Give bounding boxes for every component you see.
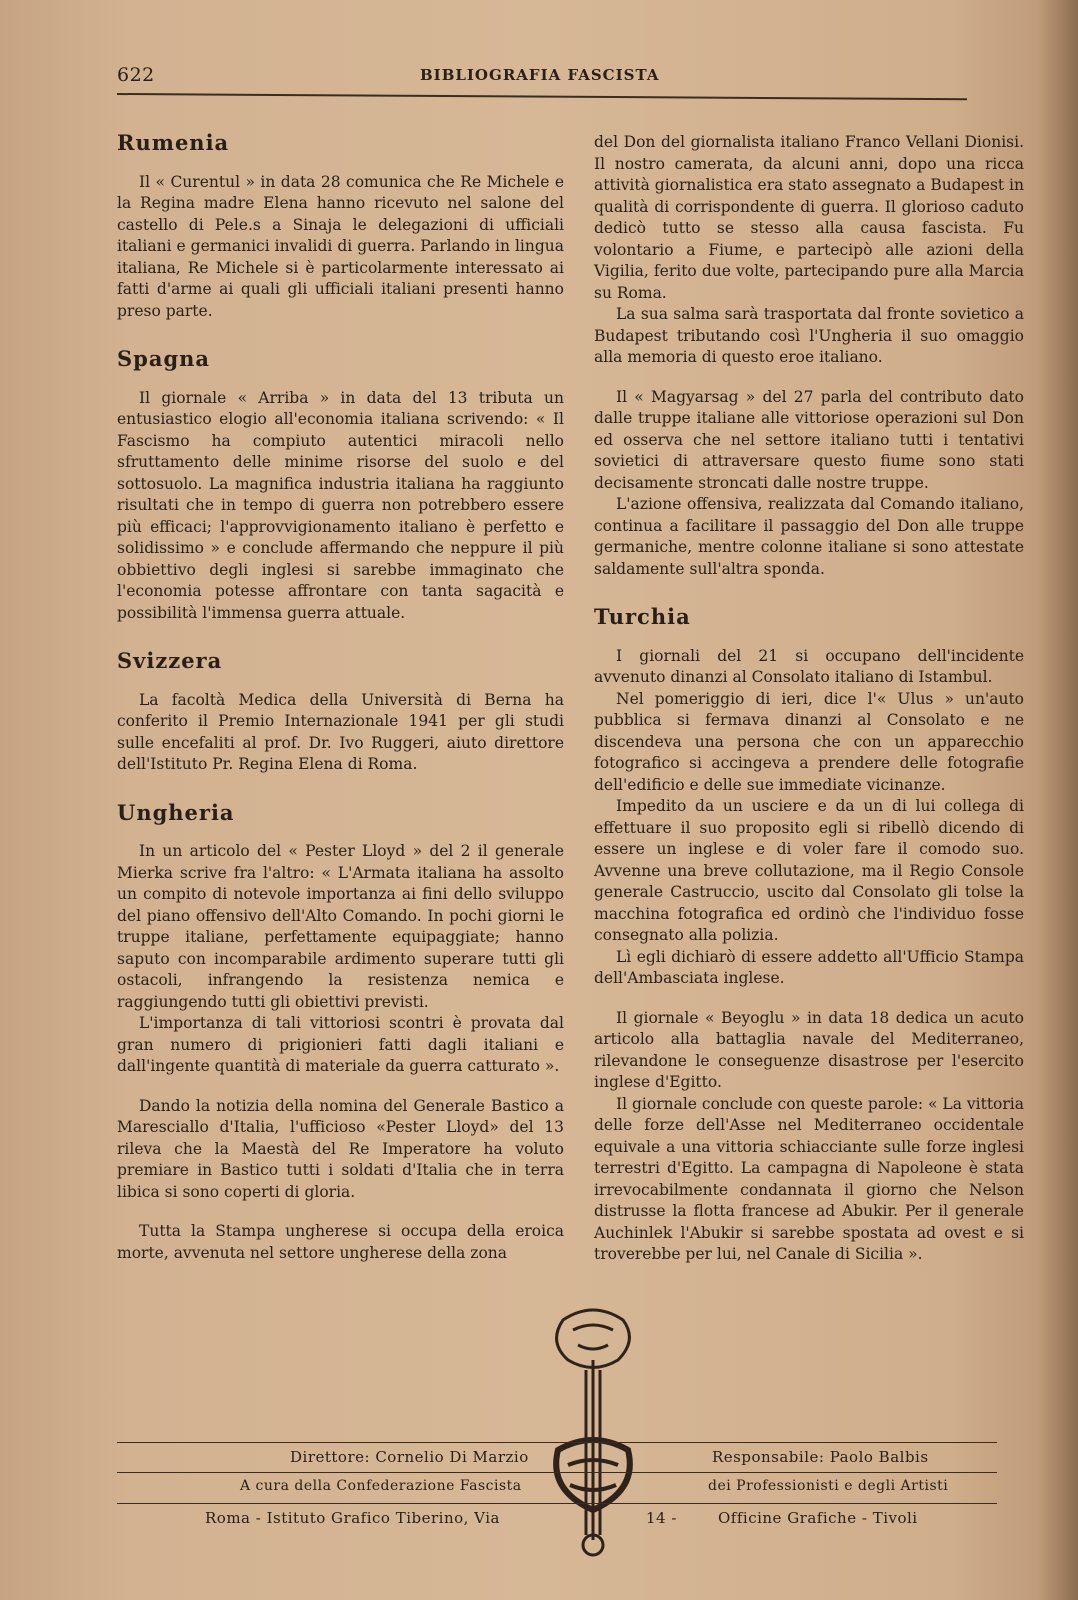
paragraph: Il giornale « Beyoglu » in data 18 dedica un acuto articolo alla battaglia navale del Mediterraneo, rilevandone le conseguenze disastrose per l'esercito inglese d'Egitto. bbox=[594, 1008, 1024, 1091]
page-number: 622 bbox=[117, 64, 155, 86]
paragraph: Il « Magyarsag » del 27 parla del contributo dato dalle truppe italiane alle vittoriose operazioni sul Don ed osserva che nel settore italiano tutti i tentativi sovietici di attraversare questo fiume sono stati decisamente stroncati dalle nostre truppe. bbox=[594, 387, 1024, 492]
section-title: Turchia bbox=[594, 604, 691, 629]
section-turchia bbox=[594, 606, 1024, 1266]
right-column bbox=[594, 132, 1024, 1292]
section-ungheria-continued bbox=[594, 132, 1024, 580]
paragraph: I giornali del 21 si occupano dell'incidente avvenuto dinanzi al Consolato italiano di Istambul. bbox=[594, 646, 1024, 686]
running-head: BIBLIOGRAFIA FASCISTA bbox=[420, 66, 660, 84]
section-title: Rumenia bbox=[117, 130, 230, 155]
footer-printer-number: 14 - bbox=[646, 1509, 677, 1527]
paragraph: Tutta la Stampa ungherese si occupa della eroica morte, avvenuta nel settore ungherese della zona bbox=[117, 1222, 564, 1262]
footer-printer: Roma - Istituto Grafico Tiberino, Via bbox=[205, 1509, 500, 1527]
paragraph-gap bbox=[594, 990, 1024, 1008]
paragraph: L'importanza di tali vittoriosi scontri è provata dal gran numero di prigionieri fatti dagli italiani e dall'ingente quantità di materiale da guerra catturato ». bbox=[117, 1014, 564, 1075]
section-rumenia bbox=[117, 132, 564, 322]
footer-rule-top bbox=[117, 1442, 997, 1443]
paragraph-gap bbox=[594, 369, 1024, 387]
section-spagna bbox=[117, 348, 564, 624]
footer-printer-location: Officine Grafiche - Tivoli bbox=[718, 1509, 918, 1527]
page-edge-shadow bbox=[1038, 0, 1078, 1600]
paragraph: Nel pomeriggio di ieri, dice l'« Ulus » un'auto pubblica si fermava dinanzi al Consolato e ne discendeva una persona che con un apparecchio fotografico si accingeva a prendere delle fotografie dell'edificio e delle sue immediate vicinanze. bbox=[594, 689, 1024, 794]
footer-rule-bottom bbox=[117, 1503, 997, 1504]
footer-responsible: Responsabile: Paolo Balbis bbox=[712, 1448, 929, 1466]
section-ungheria bbox=[117, 799, 564, 1265]
paragraph-gap bbox=[117, 1078, 564, 1096]
paragraph: Dando la notizia della nomina del Generale Bastico a Maresciallo d'Italia, l'ufficioso «Pester Lloyd» del 13 rileva che la Maestà del Re Imperatore ha voluto premiare in Bastico tutti i soldati d'Italia che in terra libica si sono coperti di gloria. bbox=[117, 1096, 564, 1201]
left-column bbox=[117, 132, 564, 1290]
paragraph: Lì egli dichiarò di essere addetto all'Ufficio Stampa dell'Ambasciata inglese. bbox=[594, 947, 1024, 987]
paragraph: In un articolo del « Pester Lloyd » del 2 il generale Mierka scrive fra l'altro: « L'Armata italiana ha assolto un compito di notevole importanza ai fini dello sviluppo del piano offensivo dell'Alto Comando. In pochi giorni le truppe italiane, perfettamente equipaggiate; hanno saputo con incomparabile ardimento superare tutti gli ostacoli, infrangendo la resistenza nemica e raggiungendo tutti gli obiettivi previsti. bbox=[117, 842, 564, 1011]
footer-confederation: A cura della Confederazione Fascista bbox=[240, 1478, 522, 1494]
paragraph: Il giornale « Arriba » in data del 13 tributa un entusiastico elogio all'economia italiana scrivendo: « Il Fascismo ha compiuto autentici miracoli nello sfruttamento delle minime risorse del suolo e del sottosuolo. La magnifica industria italiana ha raggiunto risultati che in tempo di guerra non potrebbero essere più efficaci; l'approvvigionamento italiano è perfetto e solidissimo » e conclude affermando che neppure il più obbiettivo degli inglesi si sarebbe immaginato che l'economia potesse affrontare con tanta sagacità e possibilità l'immensa guerra attuale. bbox=[117, 388, 564, 622]
section-title: Svizzera bbox=[117, 648, 223, 673]
paragraph-gap bbox=[117, 1203, 564, 1221]
header-rule bbox=[117, 93, 967, 100]
section-title: Ungheria bbox=[117, 799, 235, 825]
section-svizzera bbox=[117, 650, 564, 776]
paragraph: La facoltà Medica della Università di Berna ha conferito il Premio Internazionale 1941 per gli studi sulle encefaliti al prof. Dr. Ivo Ruggeri, aiuto direttore dell'Istituto Pr. Regina Elena di Roma. bbox=[117, 690, 564, 773]
paragraph: La sua salma sarà trasportata dal fronte sovietico a Budapest tributando così l'Ungheria il suo omaggio alla memoria di questo eroe italiano. bbox=[594, 305, 1024, 366]
paragraph: Impedito da un usciere e da un di lui collega di effettuare il suo proposito egli si ribellò dicendo di essere un inglese e di voler fare il comodo suo. Avvenne una breve collutazione, ma il Regio Console generale Castruccio, uscito dal Consolato gli tolse la macchina fotografica ed ordinò che l'individuo fosse consegnato alla polizia. bbox=[594, 797, 1024, 944]
section-title: Spagna bbox=[117, 346, 211, 371]
footer-rule-middle bbox=[117, 1472, 997, 1473]
paragraph: Il « Curentul » in data 28 comunica che Re Michele e la Regina madre Elena hanno ricevuto nel salone del castello di Pele.s a Sinaja le delegazioni di ufficiali italiani e germanici invalidi di guerra. Parlando in lingua italiana, Re Michele si è particolarmente interessato ai fatti d'arme ai quali gli ufficiali italiani presenti hanno preso parte. bbox=[117, 172, 564, 320]
paragraph: Il giornale conclude con queste parole: « La vittoria delle forze dell'Asse nel Mediterraneo occidentale equivale a una vittoria schiacciante sulle forze inglesi terrestri d'Egitto. La campagna di Napoleone è stata irrevocabilmente condannata il giorno che Nelson distrusse la flotta francese ad Abukir. Per il generale Auchinlek l'Abukir si sarebbe spostata ad ovest e si troverebbe per lui, nel Canale di Sicilia ». bbox=[594, 1094, 1024, 1263]
footer-director: Direttore: Cornelio Di Marzio bbox=[290, 1448, 529, 1466]
paragraph: del Don del giornalista italiano Franco Vellani Dionisi. Il nostro camerata, da alcuni anni, dopo una ricca attività giornalistica era stato assegnato a Budapest in qualità di corrispondente di guerra. Il glorioso caduto dedicò tutto se stesso alla causa fascista. Fu volontario a Fiume, e partecipò alle azioni della Vigilia, ferito due volte, partecipando pure alla Marcia su Roma. bbox=[594, 133, 1024, 302]
paragraph: L'azione offensiva, realizzata dal Comando italiano, continua a facilitare il passaggio del Don alle truppe germaniche, mentre colonne italiane si sono attestate saldamente sull'altra sponda. bbox=[594, 495, 1024, 578]
footer-confederation-continued: dei Professionisti e degli Artisti bbox=[708, 1478, 949, 1494]
